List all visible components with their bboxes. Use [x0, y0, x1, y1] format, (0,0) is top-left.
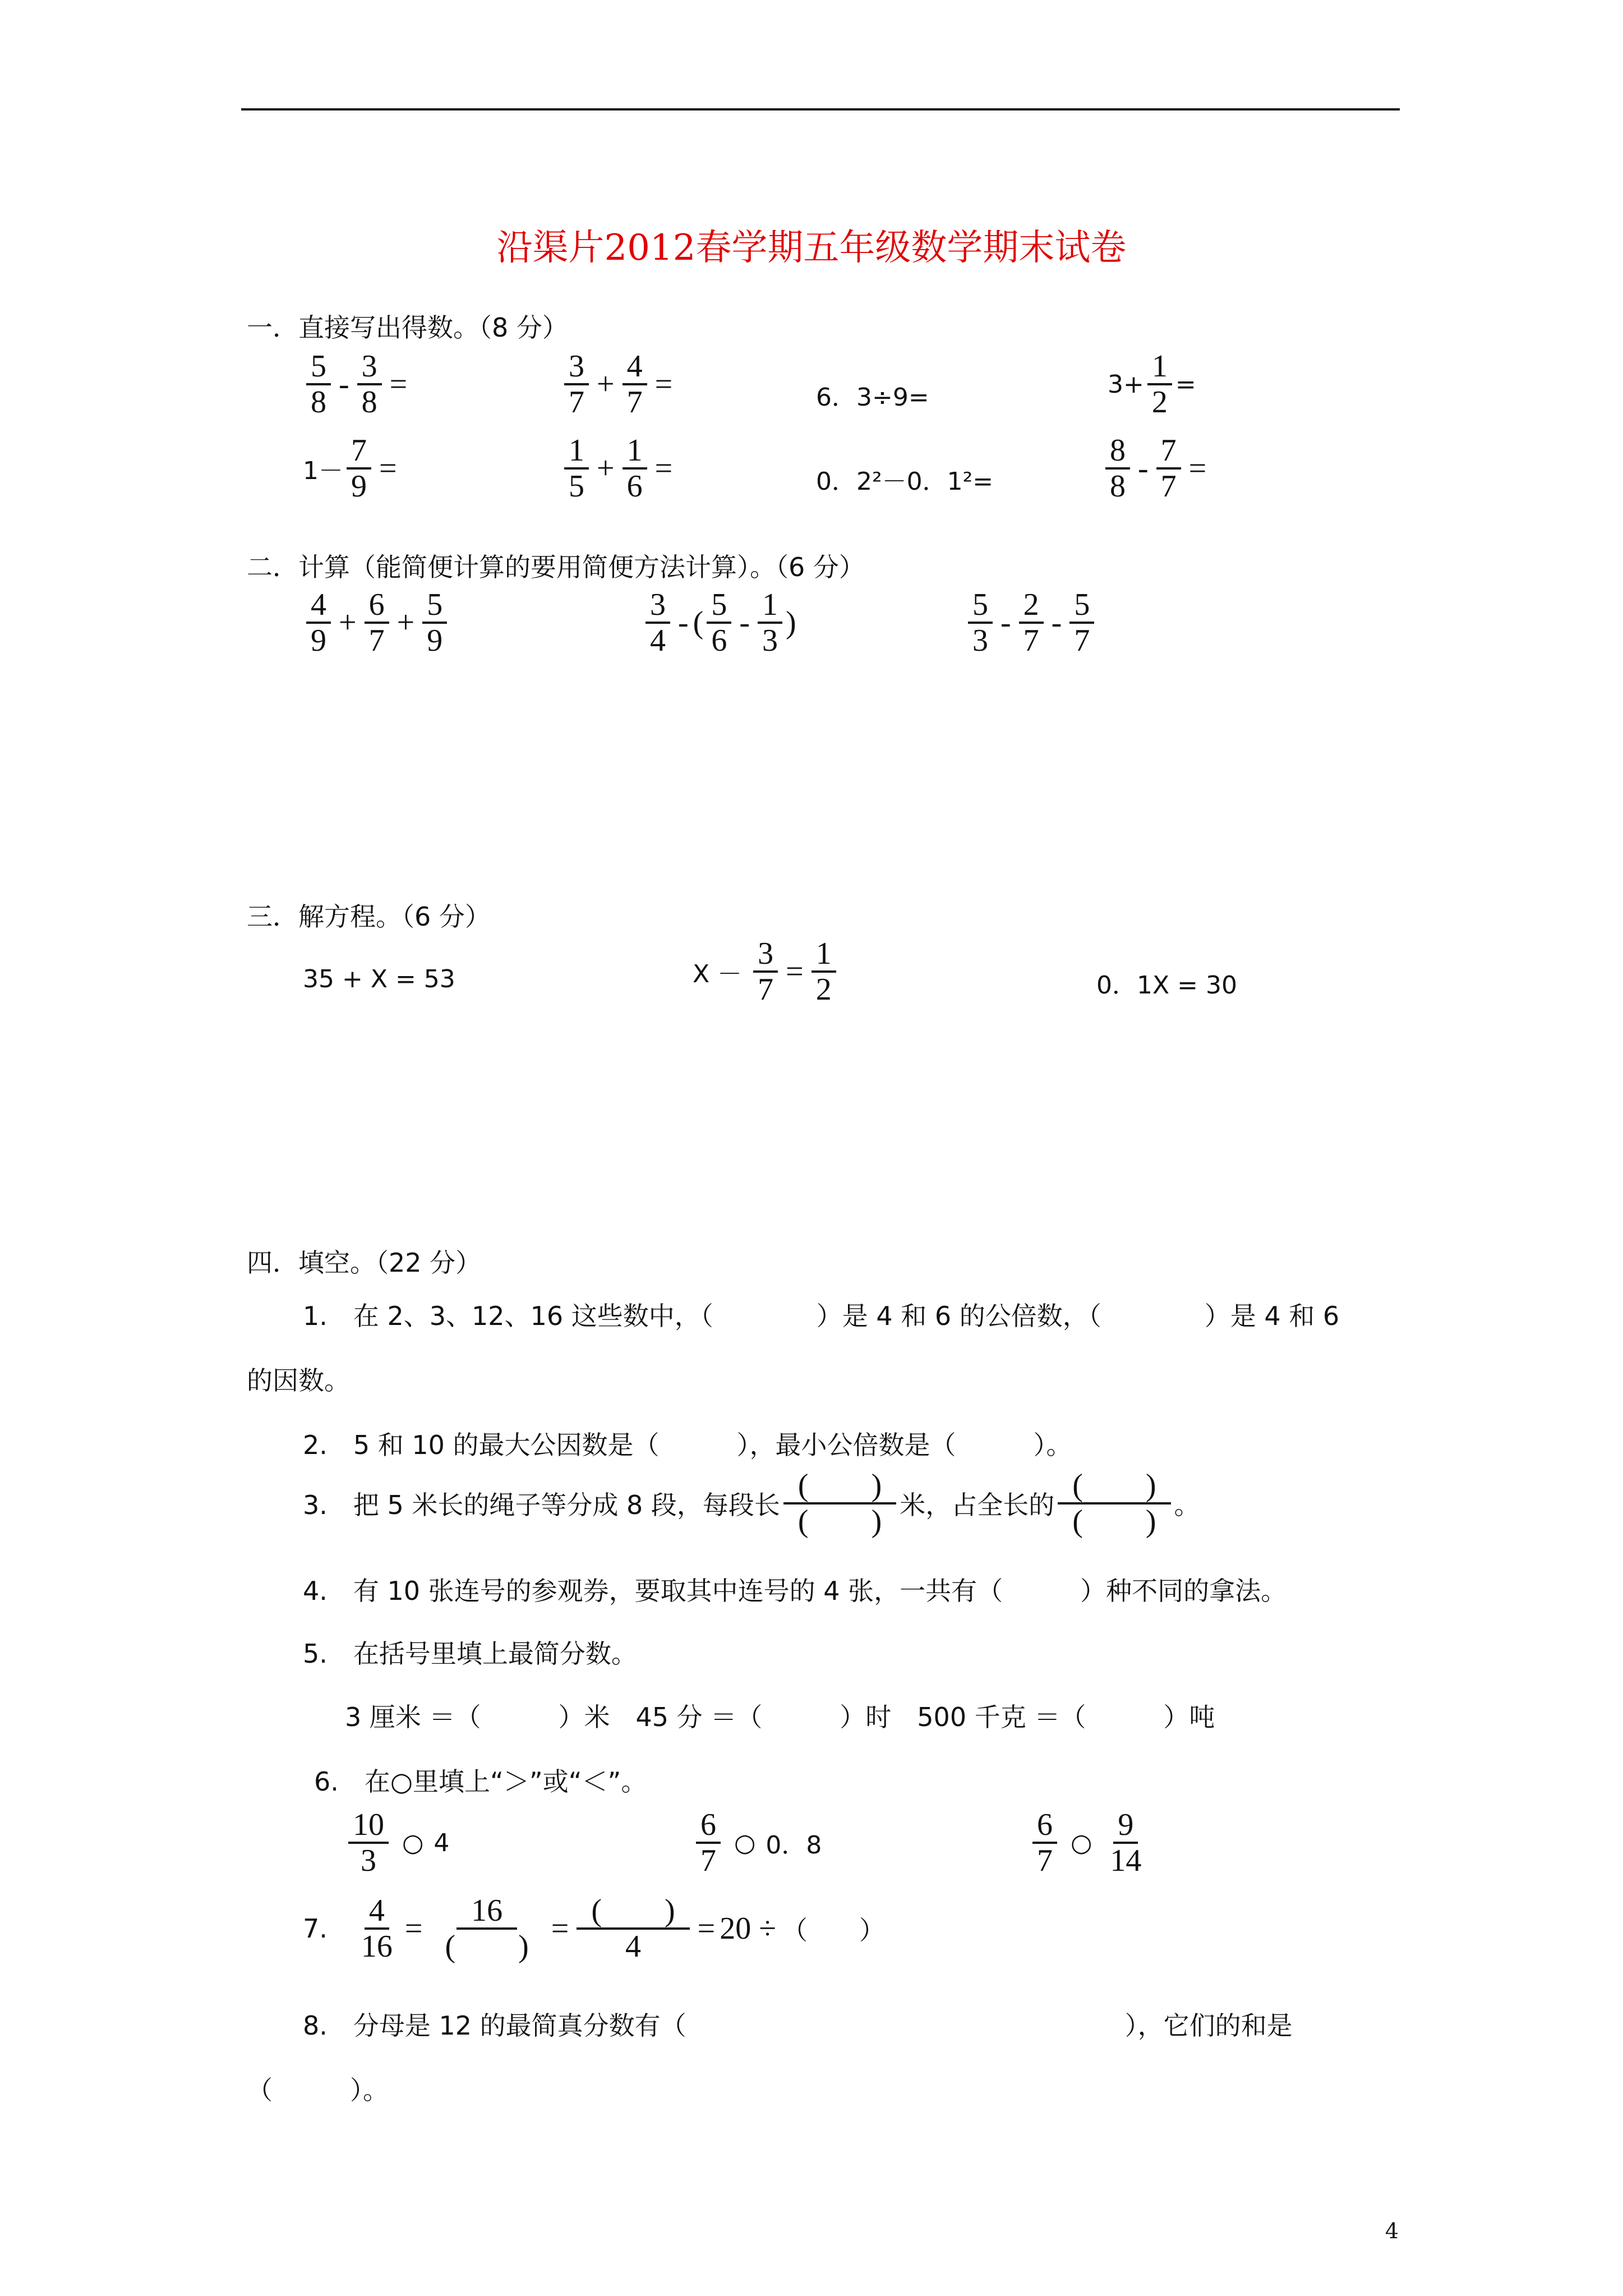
equals: = — [379, 451, 397, 486]
q6-item-a — [345, 1809, 449, 1876]
operator: - — [678, 605, 689, 640]
numerator: 1 — [564, 435, 589, 470]
numerator: 6 — [1032, 1809, 1057, 1844]
compare-circle: ○ — [402, 1828, 424, 1857]
numerator: 2 — [1019, 589, 1044, 624]
section-1-heading: 一．直接写出得数。（8 分） — [247, 312, 568, 343]
operator: + — [396, 605, 415, 640]
numerator: 1 — [811, 938, 836, 973]
denominator: 7 — [1037, 1843, 1053, 1878]
q5-items: 3 厘米 ＝（ ）米 45 分 ＝（ ）时 500 千克 ＝（ ）吨 — [345, 1702, 1215, 1732]
numerator: 4 — [623, 351, 647, 385]
denominator: 2 — [815, 972, 832, 1007]
numerator: 6 — [696, 1809, 721, 1844]
numerator: 7 — [347, 435, 371, 470]
q6: 6. 在○里填上“＞”或“＜”。 — [314, 1766, 647, 1797]
numerator: 1 — [758, 589, 782, 624]
denominator: 7 — [1074, 623, 1090, 658]
s3-equation-2 — [693, 938, 840, 1005]
denominator: 4 — [650, 623, 666, 658]
numerator: 3 — [357, 351, 382, 385]
q4: 4. 有 10 张连号的参观券，要取其中连号的 4 张，一共有（ ）种不同的拿法。 — [303, 1576, 1287, 1606]
denominator: 7 — [700, 1843, 716, 1878]
numerator: 7 — [1156, 435, 1181, 470]
numerator: 3 — [564, 351, 589, 385]
q6-item-b — [693, 1809, 822, 1876]
numerator: 5 — [707, 589, 731, 624]
q7-label: 7. — [303, 1913, 328, 1944]
q3 — [303, 1470, 1200, 1537]
numerator: 1 — [623, 435, 647, 470]
numerator: 9 — [1113, 1809, 1138, 1844]
denominator: 9 — [351, 469, 367, 504]
s2-expression-1 — [303, 589, 450, 656]
numerator: 5 — [422, 589, 447, 624]
denominator: 8 — [311, 385, 326, 420]
page-title: 沿渠片2012春学期五年级数学期末试卷 — [496, 227, 1127, 269]
blank-denominator: ( ) — [797, 1504, 882, 1539]
equals: = — [404, 1911, 423, 1946]
operator: + — [597, 451, 615, 486]
numerator: 10 — [348, 1809, 389, 1844]
denominator: 7 — [368, 623, 385, 658]
section-2-heading: 二．计算（能简便计算的要用简便方法计算）。（6 分） — [247, 552, 865, 582]
s3-equation-3: 0．1X = 30 — [1096, 971, 1237, 1000]
denominator: 7 — [1023, 623, 1039, 658]
page-number: 4 — [1385, 2219, 1399, 2243]
header-rule — [241, 108, 1400, 111]
q6-item-c — [1029, 1809, 1149, 1876]
numerator: 6 — [365, 589, 389, 624]
blank-denominator: ( ) — [445, 1929, 529, 1964]
q5: 5. 在括号里填上最简分数。 — [303, 1639, 637, 1669]
equals: = — [389, 367, 408, 402]
s1-problem-7: 0．2²－0．1²= — [816, 467, 994, 496]
q3-text: 米，占全长的 — [900, 1490, 1055, 1520]
rhs: 4 — [434, 1828, 450, 1857]
s1-problem-4 — [1108, 351, 1196, 418]
numerator: 5 — [306, 351, 331, 385]
blank-numerator: ( ) — [1058, 1470, 1170, 1504]
prefix: X － — [693, 960, 743, 988]
denominator: 8 — [361, 385, 377, 420]
numerator: 4 — [306, 589, 331, 624]
denominator: 6 — [711, 623, 727, 658]
equals: = — [654, 451, 673, 486]
s2-expression-2 — [642, 589, 796, 656]
numerator: 3 — [645, 589, 670, 624]
q2: 2. 5 和 10 的最大公因数是（ ），最小公倍数是（ ）。 — [303, 1430, 1072, 1460]
denominator: 14 — [1110, 1843, 1142, 1878]
operator: + — [339, 605, 357, 640]
denominator: 9 — [427, 623, 443, 658]
operator: - — [739, 605, 750, 640]
equals: = — [1188, 451, 1207, 486]
denominator: 3 — [762, 623, 778, 658]
q1-line-2: 的因数。 — [247, 1365, 350, 1396]
s3-equation-1: 35 + X = 53 — [303, 965, 455, 993]
denominator: 3 — [361, 1843, 376, 1878]
q8-line-2: （ ）。 — [247, 2075, 389, 2105]
operator: - — [1051, 605, 1062, 640]
equals: = — [551, 1911, 569, 1946]
denominator: 2 — [1151, 385, 1168, 420]
denominator: 7 — [569, 385, 584, 420]
q8-line-1: 8. 分母是 12 的最简真分数有（ ），它们的和是 — [303, 2010, 1293, 2041]
left-paren: ( — [693, 605, 704, 640]
q1-line-1: 1. 在 2、3、12、16 这些数中，（ ）是 4 和 6 的公倍数，（ ）是 4 和 6 — [303, 1301, 1340, 1331]
q3-text: 3. 把 5 米长的绳子等分成 8 段，每段长 — [303, 1490, 780, 1520]
operator: - — [339, 367, 349, 402]
right-paren: ) — [785, 605, 796, 640]
s2-expression-3 — [965, 589, 1098, 656]
denominator: 7 — [626, 385, 643, 420]
q7-blank: （ ） — [782, 1915, 885, 1945]
denominator: 7 — [1160, 469, 1177, 504]
s1-problem-6 — [561, 435, 677, 502]
operator: - — [1138, 451, 1149, 486]
s1-problem-3: 6．3÷9= — [816, 383, 929, 412]
blank-denominator: ( ) — [1072, 1504, 1156, 1539]
numerator: 3 — [753, 938, 778, 973]
numerator: 1 — [1147, 351, 1172, 385]
numerator: 16 — [457, 1895, 517, 1930]
denominator: 3 — [972, 623, 988, 658]
denominator: 16 — [361, 1929, 393, 1964]
numerator: 8 — [1105, 435, 1130, 470]
q7-rest: 20 ÷ — [720, 1911, 776, 1946]
equals: = — [697, 1911, 716, 1946]
denominator: 5 — [569, 469, 584, 504]
operator: + — [597, 367, 615, 402]
numerator: 4 — [365, 1895, 389, 1930]
compare-circle: ○ — [1071, 1828, 1092, 1857]
numerator: 5 — [1069, 589, 1094, 624]
operator: - — [1000, 605, 1011, 640]
section-4-heading: 四．填空。（22 分） — [247, 1248, 482, 1278]
q7 — [303, 1895, 885, 1962]
denominator: 4 — [625, 1929, 642, 1964]
section-3-heading: 三．解方程。（6 分） — [247, 901, 491, 932]
prefix: 3+ — [1108, 370, 1144, 399]
s1-problem-2 — [561, 351, 677, 418]
compare-circle: ○ — [734, 1828, 756, 1857]
denominator: 8 — [1110, 469, 1126, 504]
blank-numerator: ( ) — [783, 1470, 896, 1504]
q3-text: 。 — [1174, 1490, 1200, 1520]
equals: = — [654, 367, 673, 402]
numerator: 5 — [968, 589, 993, 624]
s1-problem-5 — [303, 435, 402, 502]
s1-problem-8 — [1102, 435, 1211, 502]
equals: = — [1175, 370, 1196, 399]
denominator: 9 — [311, 623, 326, 658]
blank-numerator: ( ) — [577, 1895, 689, 1930]
denominator: 7 — [758, 972, 774, 1007]
rhs: 0．8 — [766, 1831, 822, 1860]
prefix: 1－ — [303, 457, 343, 485]
s1-problem-1 — [303, 351, 412, 418]
denominator: 6 — [626, 469, 643, 504]
equals: = — [786, 954, 804, 989]
